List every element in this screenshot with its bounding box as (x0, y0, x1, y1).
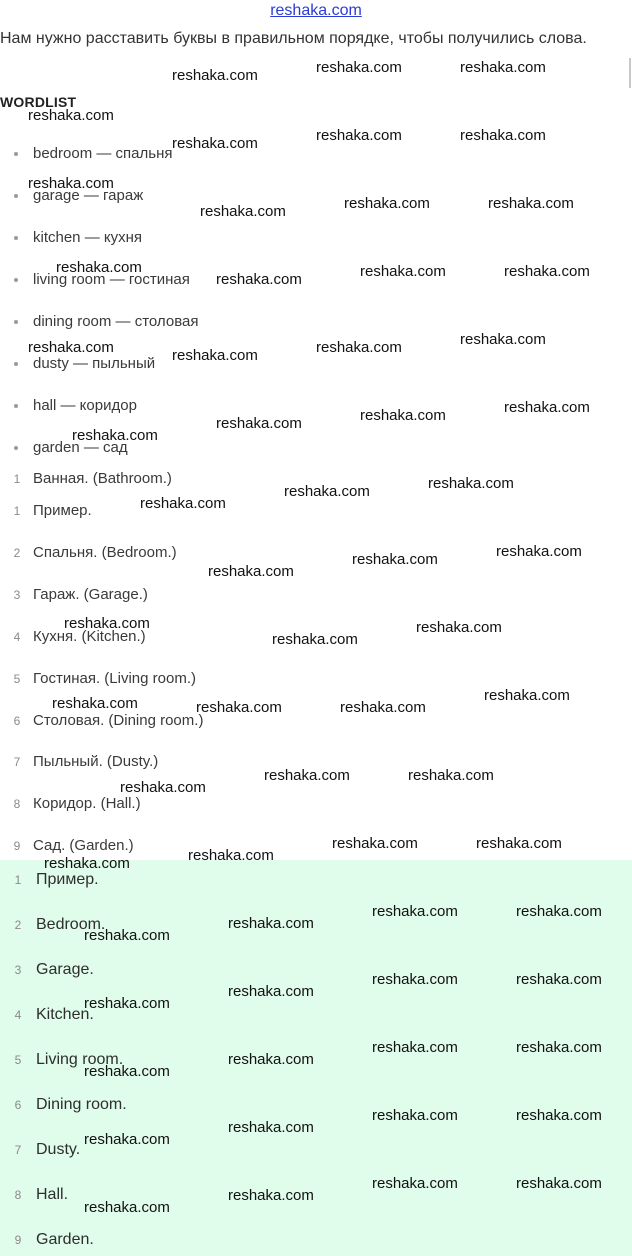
answer-number: 3 (14, 963, 22, 977)
watermark-text: reshaka.com (28, 175, 114, 192)
watermark-text: reshaka.com (284, 483, 370, 500)
watermark-text: reshaka.com (216, 271, 302, 288)
bullet-icon (14, 362, 18, 366)
watermark-text: reshaka.com (228, 915, 314, 932)
watermark-text: reshaka.com (408, 767, 494, 784)
answer-text: Living room. (36, 1051, 124, 1068)
wordlist-item-text: garage — гараж (33, 187, 144, 204)
answer-text: Пример. (36, 871, 99, 888)
watermark-text: reshaka.com (352, 551, 438, 568)
wordlist-item-text: dusty — пыльный (33, 355, 156, 372)
watermark-text: reshaka.com (516, 1175, 602, 1192)
bullet-icon (14, 152, 18, 156)
watermark-text: reshaka.com (28, 107, 114, 124)
answer-text: Garden. (36, 1231, 94, 1248)
watermark-text: reshaka.com (28, 339, 114, 356)
item-number: 7 (13, 755, 21, 769)
watermark-text: reshaka.com (188, 847, 274, 864)
item-text: Гараж. (Garage.) (33, 586, 148, 603)
watermark-text: reshaka.com (84, 1131, 170, 1148)
watermark-text: reshaka.com (272, 631, 358, 648)
watermark-text: reshaka.com (504, 399, 590, 416)
item-number: 1 (13, 472, 21, 486)
bullet-icon (14, 404, 18, 408)
watermark-text: reshaka.com (172, 347, 258, 364)
watermark-text: reshaka.com (228, 1119, 314, 1136)
item-text: Столовая. (Dining room.) (33, 712, 204, 729)
watermark-text: reshaka.com (208, 563, 294, 580)
watermark-text: reshaka.com (484, 687, 570, 704)
answer-number: 9 (14, 1233, 22, 1247)
bullet-icon (14, 194, 18, 198)
answer-number: 6 (14, 1098, 22, 1112)
item-text: Кухня. (Kitchen.) (33, 628, 146, 645)
wordlist-item-text: bedroom — спальня (33, 145, 173, 162)
watermark-text: reshaka.com (460, 59, 546, 76)
task-instruction: Нам нужно расставить буквы в правильном порядке, чтобы получились слова. (0, 30, 587, 47)
wordlist-item-text: garden — сад (33, 439, 128, 456)
watermark-text: reshaka.com (316, 339, 402, 356)
item-number: 1 (13, 504, 21, 518)
item-text: Пример. (33, 502, 92, 519)
watermark-text: reshaka.com (496, 543, 582, 560)
answer-number: 5 (14, 1053, 22, 1067)
watermark-text: reshaka.com (140, 495, 226, 512)
wordlist-item-text: dining room — столовая (33, 313, 199, 330)
watermark-text: reshaka.com (372, 971, 458, 988)
watermark-text: reshaka.com (360, 407, 446, 424)
watermark-text: reshaka.com (52, 695, 138, 712)
watermark-text: reshaka.com (196, 699, 282, 716)
watermark-text: reshaka.com (516, 971, 602, 988)
watermark-text: reshaka.com (504, 263, 590, 280)
item-number: 5 (13, 672, 21, 686)
watermark-text: reshaka.com (228, 1051, 314, 1068)
item-text: Спальня. (Bedroom.) (33, 544, 177, 561)
watermark-text: reshaka.com (372, 1039, 458, 1056)
watermark-text: reshaka.com (84, 927, 170, 944)
watermark-text: reshaka.com (84, 1199, 170, 1216)
answer-text: Dining room. (36, 1096, 127, 1113)
item-number: 6 (13, 714, 21, 728)
watermark-text: reshaka.com (172, 135, 258, 152)
item-text: Пыльный. (Dusty.) (33, 753, 159, 770)
watermark-text: reshaka.com (372, 1107, 458, 1124)
answer-number: 7 (14, 1143, 22, 1157)
wordlist-item-text: hall — коридор (33, 397, 137, 414)
watermark-text: reshaka.com (460, 127, 546, 144)
watermark-text: reshaka.com (64, 615, 150, 632)
item-text: Ванная. (Bathroom.) (33, 470, 172, 487)
bullet-icon (14, 236, 18, 240)
scrollbar-thumb[interactable] (629, 58, 631, 88)
wordlist-item-text: living room — гостиная (33, 271, 190, 288)
answer-text: Dusty. (36, 1141, 81, 1158)
watermark-text: reshaka.com (516, 1107, 602, 1124)
watermark-text: reshaka.com (488, 195, 574, 212)
answer-text: Bedroom. (36, 916, 106, 933)
watermark-text: reshaka.com (516, 1039, 602, 1056)
answer-number: 1 (14, 873, 22, 887)
item-number: 2 (13, 546, 21, 560)
watermark-text: reshaka.com (332, 835, 418, 852)
watermark-text: reshaka.com (416, 619, 502, 636)
item-number: 8 (13, 797, 21, 811)
watermark-text: reshaka.com (228, 1187, 314, 1204)
item-text: Сад. (Garden.) (33, 837, 134, 854)
watermark-text: reshaka.com (200, 203, 286, 220)
watermark-text: reshaka.com (72, 427, 158, 444)
item-number: 9 (13, 839, 21, 853)
answer-text: Garage. (36, 961, 94, 978)
watermark-text: reshaka.com (84, 1063, 170, 1080)
site-link[interactable]: reshaka.com (270, 2, 362, 19)
watermark-text: reshaka.com (344, 195, 430, 212)
wordlist-heading: WORDLIST (0, 94, 77, 110)
watermark-text: reshaka.com (172, 67, 258, 84)
watermark-text: reshaka.com (516, 903, 602, 920)
bullet-icon (14, 320, 18, 324)
watermark-text: reshaka.com (340, 699, 426, 716)
answer-text: Hall. (36, 1186, 69, 1203)
item-text: Гостиная. (Living room.) (33, 670, 196, 687)
watermark-text: reshaka.com (316, 127, 402, 144)
answer-number: 8 (14, 1188, 22, 1202)
bullet-icon (14, 278, 18, 282)
watermark-text: reshaka.com (120, 779, 206, 796)
watermark-text: reshaka.com (316, 59, 402, 76)
answer-number: 4 (14, 1008, 22, 1022)
watermark-text: reshaka.com (84, 995, 170, 1012)
answer-number: 2 (14, 918, 22, 932)
answer-text: Kitchen. (36, 1006, 94, 1023)
item-number: 3 (13, 588, 21, 602)
bullet-icon (14, 446, 18, 450)
watermark-text: reshaka.com (228, 983, 314, 1000)
watermark-text: reshaka.com (460, 331, 546, 348)
watermark-text: reshaka.com (372, 903, 458, 920)
watermark-text: reshaka.com (360, 263, 446, 280)
watermark-text: reshaka.com (372, 1175, 458, 1192)
watermark-text: reshaka.com (44, 855, 130, 872)
item-number: 4 (13, 630, 21, 644)
watermark-text: reshaka.com (264, 767, 350, 784)
watermark-text: reshaka.com (216, 415, 302, 432)
wordlist-item-text: kitchen — кухня (33, 229, 142, 246)
watermark-text: reshaka.com (428, 475, 514, 492)
watermark-text: reshaka.com (476, 835, 562, 852)
item-text: Коридор. (Hall.) (33, 795, 141, 812)
watermark-text: reshaka.com (56, 259, 142, 276)
